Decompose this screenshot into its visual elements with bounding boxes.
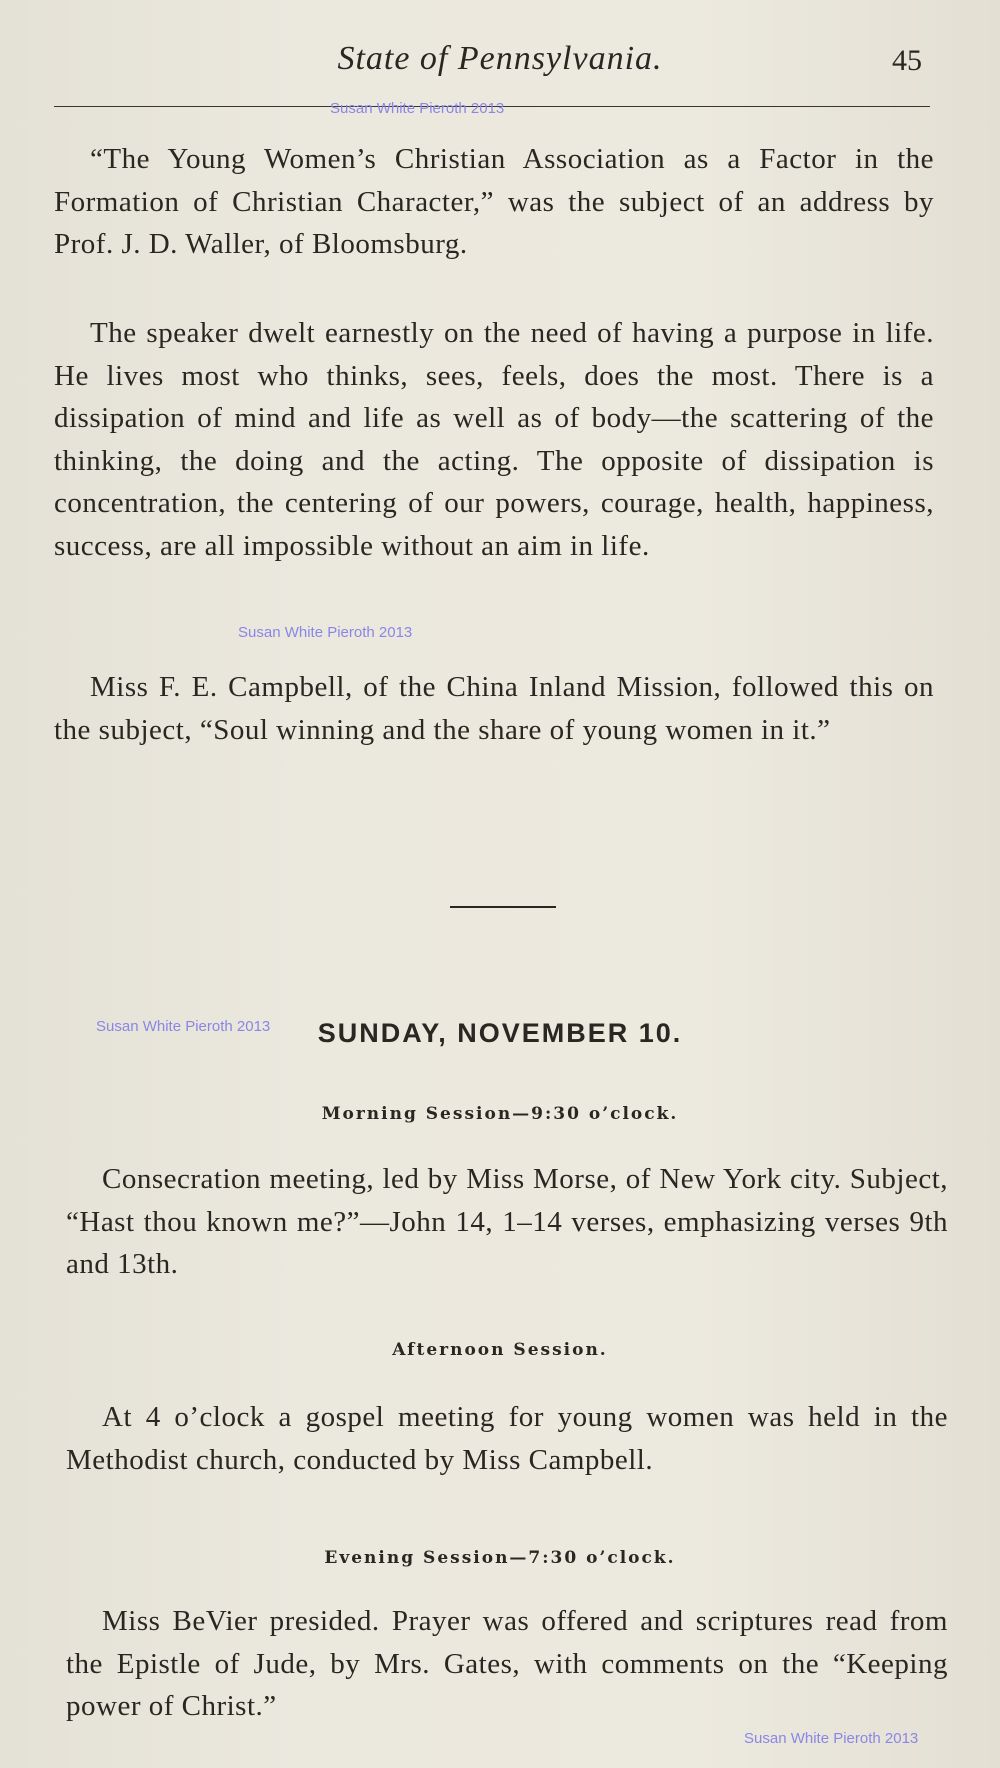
watermark: Susan White Pieroth 2013: [238, 624, 413, 641]
page-number: 45: [892, 44, 922, 77]
paragraph-campbell: Miss F. E. Campbell, of the China Inland Mission, followed this on the subject, “Soul winning and the share of young women in it.”: [54, 671, 934, 746]
paragraph-ywca-address: “The Young Women’s Christian Association as a Factor in the Formation of Christian Character,” was the subject of an address by Prof. J. D. Waller, of Bloomsburg.: [54, 143, 934, 260]
paragraph-evening-session: Miss BeVier presided. Prayer was offered and scriptures read from the Epistle of Jude, by Mrs. Gates, with comments on the “Keeping power of Christ.”: [66, 1605, 948, 1722]
session-heading-afternoon: Afternoon Session.: [392, 1340, 608, 1360]
section-divider: [450, 906, 556, 908]
session-heading-evening: Evening Session—7:30 o’clock.: [324, 1548, 676, 1568]
section-heading-sunday: SUNDAY, NOVEMBER 10.: [317, 1018, 683, 1048]
paragraph-morning-session: Consecration meeting, led by Miss Morse, of New York city. Subject, “Hast thou known me?”—John 14, 1–14 verses, emphasizing verses 9th and 13th.: [66, 1163, 948, 1280]
watermark: Susan White Pieroth 2013: [744, 1730, 919, 1747]
paragraph-speaker-purpose: The speaker dwelt earnestly on the need of having a purpose in life. He lives most who thinks, sees, feels, does the most. There is a dissipation of mind and life as well as of body—the scattering of the thinking, the doing and the acting. The opposite of dissipation is concentration, the centering of our powers, courage, health, happiness, success, are all impossible without an aim in life.: [54, 317, 934, 562]
watermark: Susan White Pieroth 2013: [330, 100, 505, 117]
paragraph-afternoon-session: At 4 o’clock a gospel meeting for young women was held in the Methodist church, conducted by Miss Campbell.: [66, 1401, 948, 1476]
running-header-title: State of Pennsylvania.: [337, 40, 663, 77]
session-heading-morning: Morning Session—9:30 o’clock.: [321, 1104, 679, 1124]
watermark: Susan White Pieroth 2013: [96, 1018, 271, 1035]
